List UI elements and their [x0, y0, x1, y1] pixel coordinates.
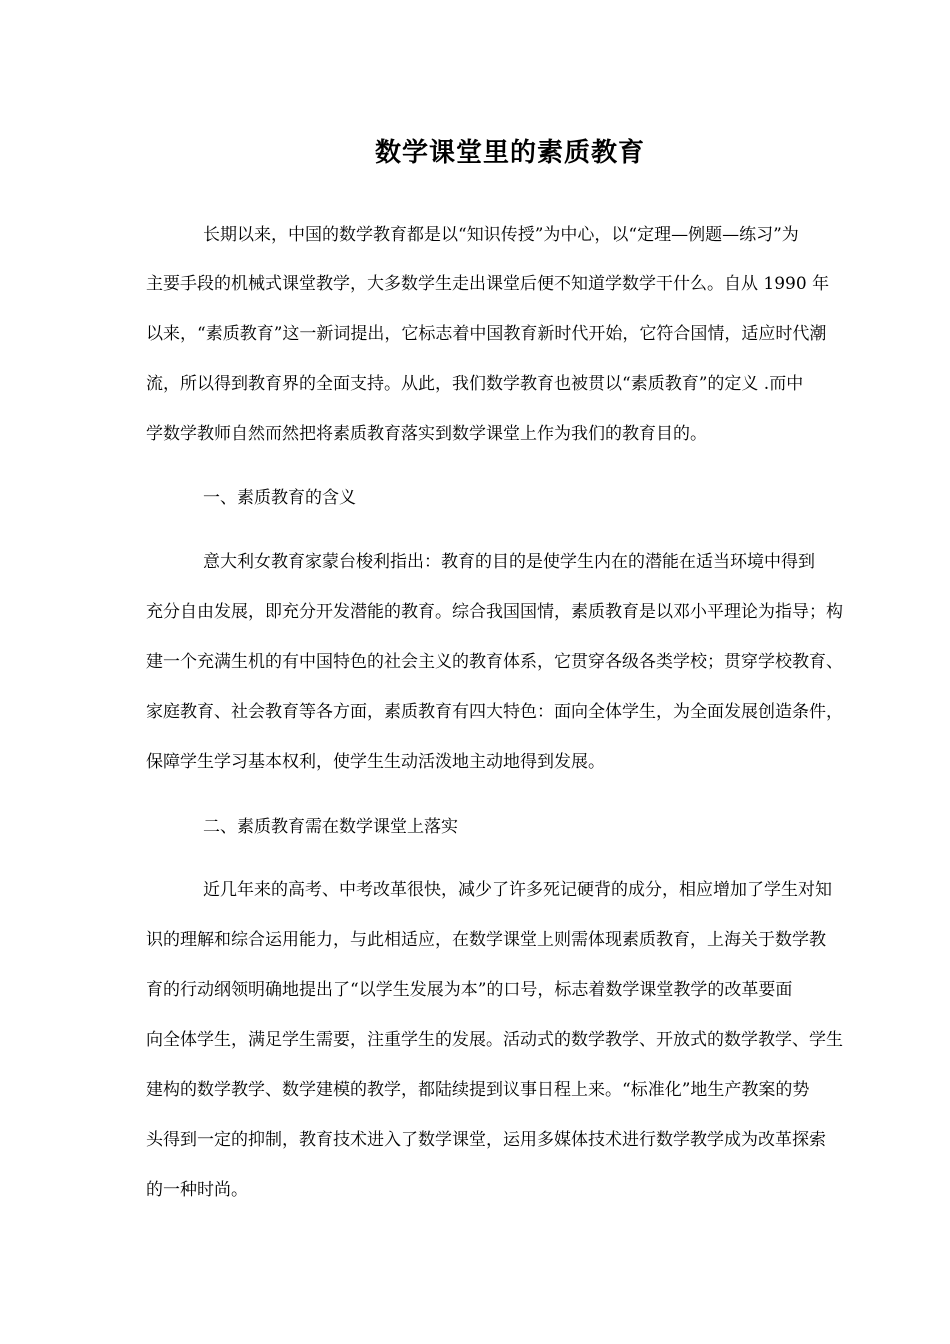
paragraph-2-line-4: 家庭教育、社会教育等各方面，素质教育有四大特色：面向全体学生，为全面发展创造条件，: [146, 702, 843, 722]
paragraph-1-line-4: 流，所以得到教育界的全面支持。从此，我们数学教育也被贯以“素质教育”的定义 .而中: [146, 374, 804, 394]
section-heading-1: 一、素质教育的含义: [203, 488, 356, 508]
paragraph-3-line-5: 建构的数学教学、数学建模的教学，都陆续提到议事日程上来。“标准化”地生产教案的势: [146, 1080, 810, 1100]
paragraph-3-line-3: 育的行动纲领明确地提出了“以学生发展为本”的口号，标志着数学课堂教学的改革要面: [146, 980, 793, 1000]
paragraph-3-line-6: 头得到一定的抑制，教育技术进入了数学课堂，运用多媒体技术进行数学教学成为改革探索: [146, 1130, 826, 1150]
paragraph-1-line-3: 以来，“素质教育”这一新词提出，它标志着中国教育新时代开始，它符合国情，适应时代潮: [146, 324, 827, 344]
paragraph-3-line-7: 的一种时尚。: [146, 1180, 248, 1200]
paragraph-3-line-1: 近几年来的高考、中考改革很快，减少了许多死记硬背的成分，相应增加了学生对知: [203, 880, 832, 900]
paragraph-3-line-4: 向全体学生，满足学生需要，注重学生的发展。活动式的数学教学、开放式的数学教学、学生: [146, 1030, 843, 1050]
paragraph-1-line-5: 学数学教师自然而然把将素质教育落实到数学课堂上作为我们的教育目的。: [146, 424, 707, 444]
paragraph-2-line-5: 保障学生学习基本权利，使学生生动活泼地主动地得到发展。: [146, 752, 605, 772]
paragraph-2-line-3: 建一个充满生机的有中国特色的社会主义的教育体系，它贯穿各级各类学校；贯穿学校教育、: [146, 652, 843, 672]
document-title: 数学课堂里的素质教育: [374, 138, 645, 168]
paragraph-1-line-2: 主要手段的机械式课堂教学，大多数学生走出课堂后便不知道学数学干什么。自从 1990 年: [146, 274, 830, 294]
section-heading-2: 二、素质教育需在数学课堂上落实: [203, 817, 458, 837]
paragraph-1-line-1: 长期以来，中国的数学教育都是以“知识传授”为中心，以“定理—例题—练习”为: [203, 225, 799, 245]
paragraph-2-line-2: 充分自由发展，即充分开发潜能的教育。综合我国国情，素质教育是以邓小平理论为指导；构: [146, 602, 843, 622]
paragraph-3-line-2: 识的理解和综合运用能力，与此相适应，在数学课堂上则需体现素质教育，上海关于数学教: [146, 930, 826, 950]
paragraph-2-line-1: 意大利女教育家蒙台梭利指出：教育的目的是使学生内在的潜能在适当环境中得到: [203, 552, 815, 572]
